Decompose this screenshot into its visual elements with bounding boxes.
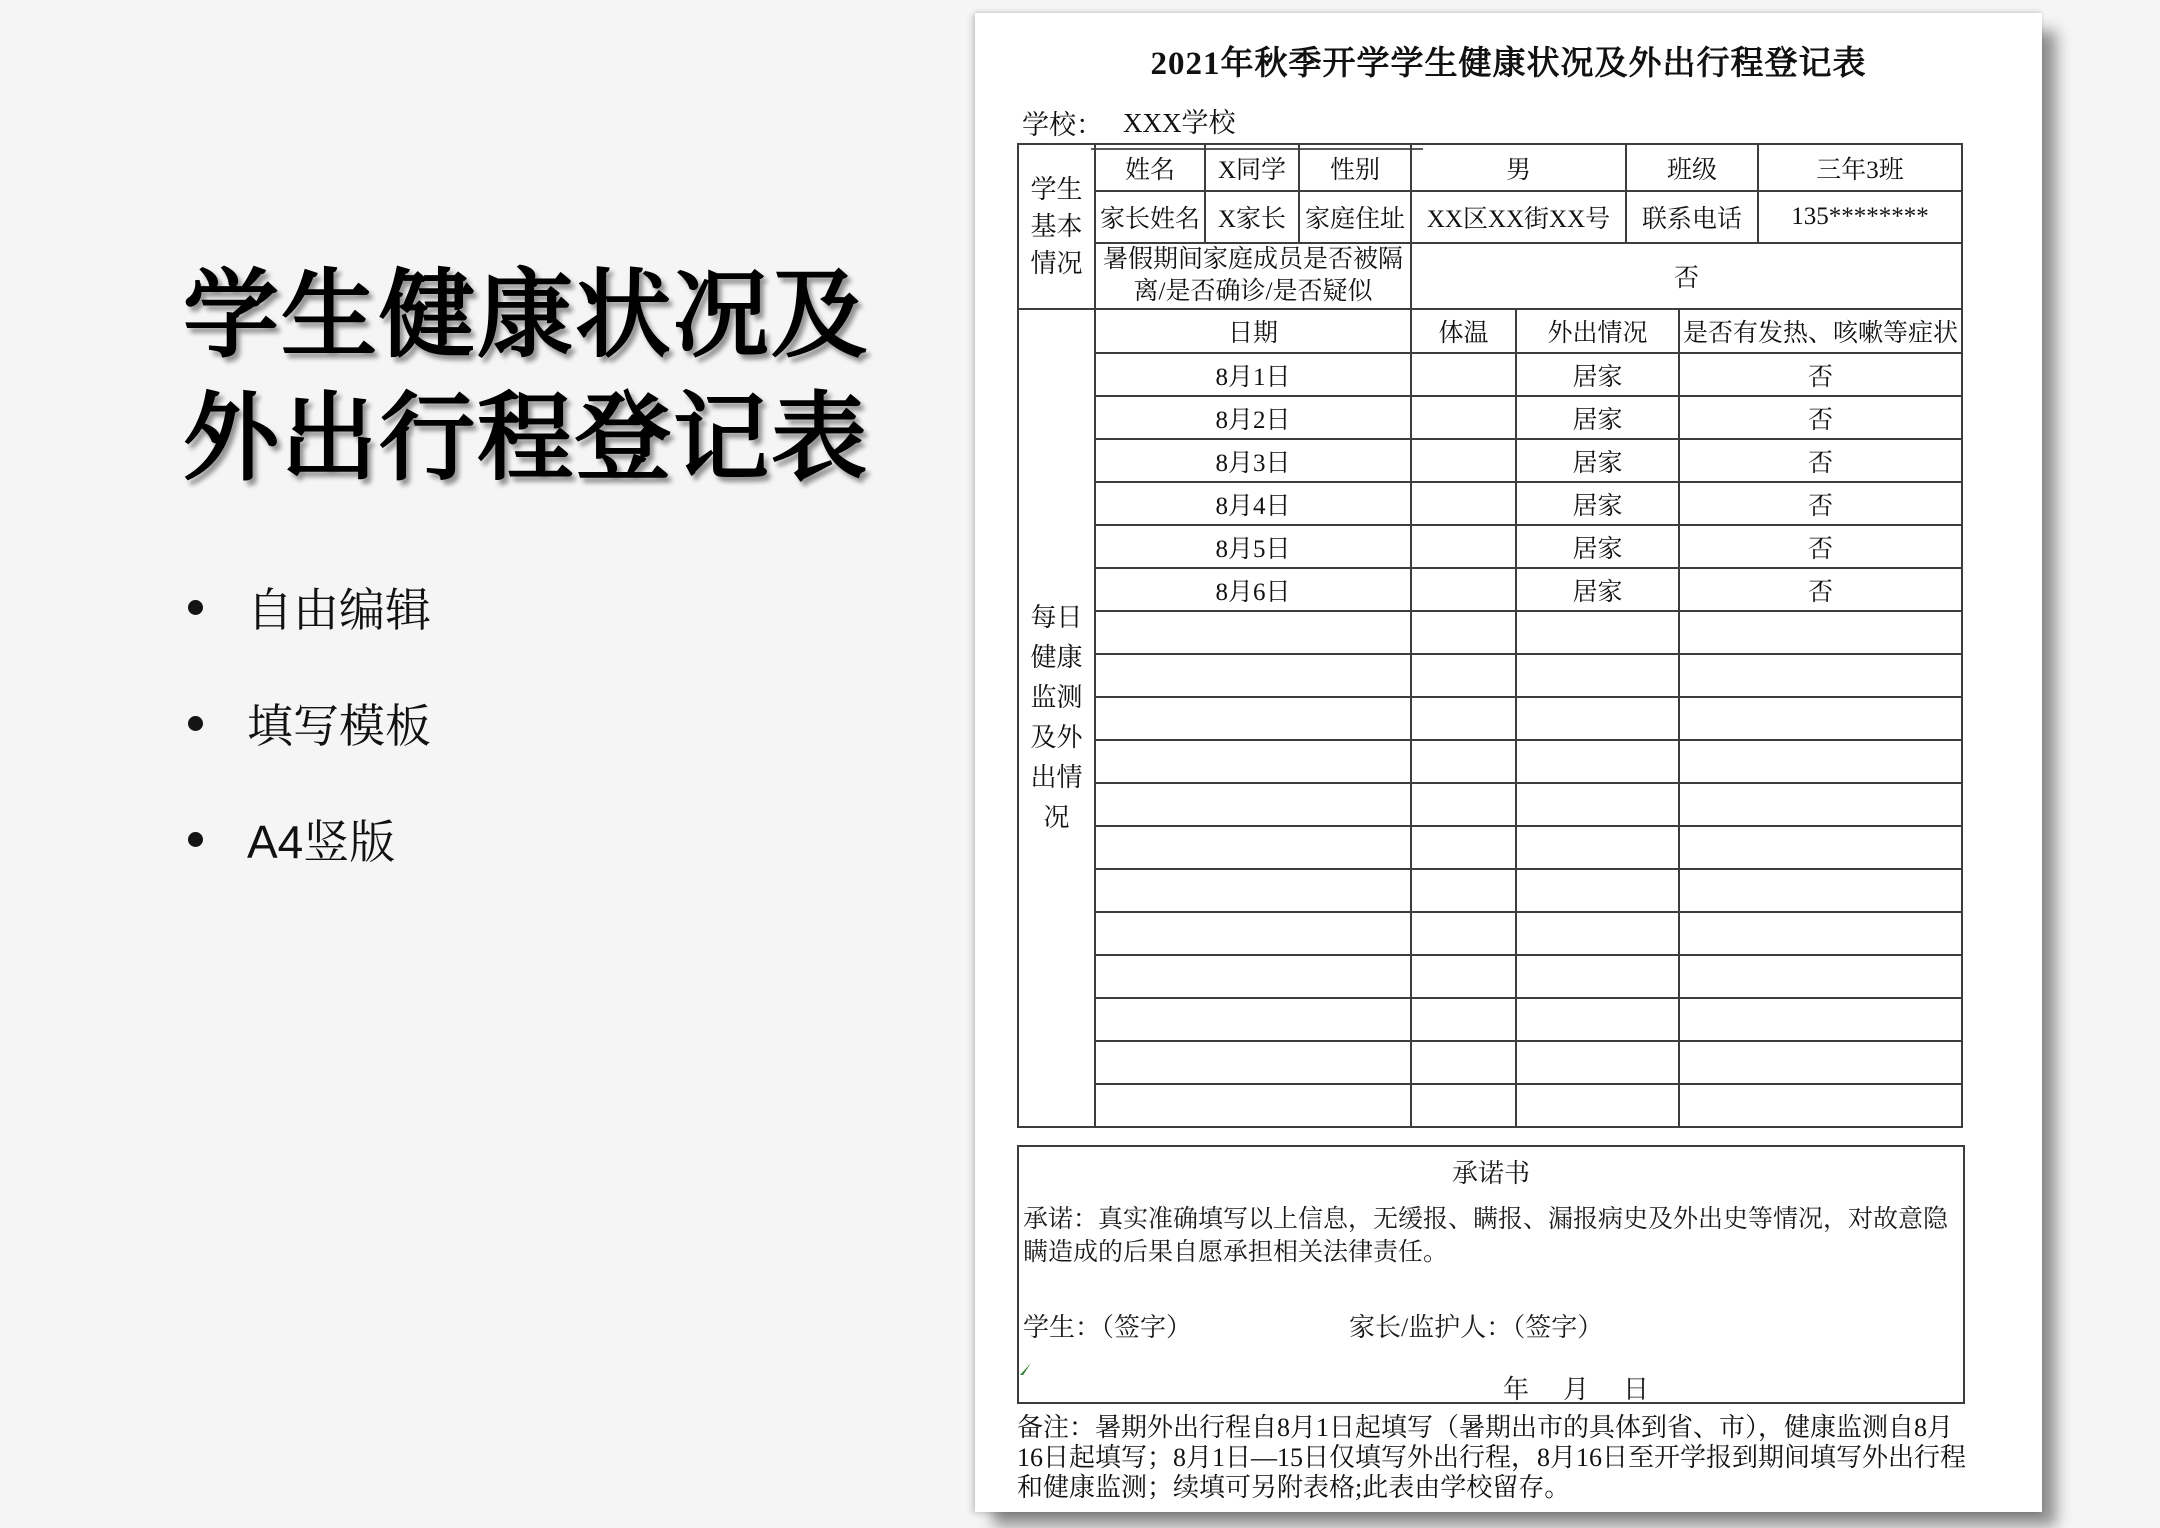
symptom-cell xyxy=(1679,826,1962,869)
temp-cell xyxy=(1411,955,1516,998)
date-cell: 8月5日 xyxy=(1095,525,1411,568)
temp-cell xyxy=(1411,998,1516,1041)
document-title: 2021年秋季开学学生健康状况及外出行程登记表 xyxy=(1150,46,1867,82)
outing-cell: 居家 xyxy=(1516,353,1679,396)
outing-cell: 居家 xyxy=(1516,525,1679,568)
date-cell xyxy=(1095,740,1411,783)
table-row xyxy=(1018,1041,1962,1084)
temp-cell xyxy=(1411,611,1516,654)
outing-cell xyxy=(1516,783,1679,826)
table-row xyxy=(1018,826,1962,869)
phone-label-cell: 联系电话 xyxy=(1626,191,1758,243)
temp-cell xyxy=(1411,353,1516,396)
commitment-title: 承诺书 xyxy=(1451,1159,1530,1188)
date-cell xyxy=(1095,955,1411,998)
bullet-icon xyxy=(188,600,203,615)
table-row xyxy=(1018,482,1962,525)
symptom-cell xyxy=(1679,1041,1962,1084)
date-cell: 8月4日 xyxy=(1095,482,1411,525)
outing-cell xyxy=(1516,869,1679,912)
name-label-cell: 姓名 xyxy=(1095,144,1205,191)
guardian-signature-label: 家长/监护人：（签字） xyxy=(1349,1313,1604,1342)
outing-cell xyxy=(1516,1084,1679,1127)
temp-cell xyxy=(1411,697,1516,740)
section-label-daily-cell xyxy=(1018,309,1095,1127)
outing-cell: 居家 xyxy=(1516,568,1679,611)
symptom-cell xyxy=(1679,912,1962,955)
temp-cell xyxy=(1411,482,1516,525)
date-cell xyxy=(1095,826,1411,869)
school-value: XXX学校 xyxy=(1091,101,1423,150)
outing-cell xyxy=(1516,654,1679,697)
feature-bullet-list xyxy=(188,583,431,931)
symptom-cell: 否 xyxy=(1679,353,1962,396)
list-item xyxy=(188,699,431,752)
symptom-cell: 否 xyxy=(1679,568,1962,611)
symptom-cell xyxy=(1679,1084,1962,1127)
symptom-cell xyxy=(1679,740,1962,783)
outing-cell xyxy=(1516,740,1679,783)
page-title-line1: 学生健康状况及 xyxy=(183,262,869,369)
address-label-cell: 家庭住址 xyxy=(1299,191,1411,243)
date-cell xyxy=(1095,912,1411,955)
date-cell: 8月3日 xyxy=(1095,439,1411,482)
symptom-cell xyxy=(1679,869,1962,912)
table-row xyxy=(1018,396,1962,439)
outing-cell xyxy=(1516,1041,1679,1084)
temp-cell xyxy=(1411,869,1516,912)
header-outing-cell: 外出情况 xyxy=(1516,309,1679,353)
table-row xyxy=(1018,439,1962,482)
table-row xyxy=(1018,144,1962,191)
table-row xyxy=(1018,611,1962,654)
footnote: 备注：暑期外出行程自8月1日起填写（暑期出市的具体到省、市），健康监测自8月16日起填写；8月1日—15日仅填写外出行程，8月16日至开学报到期间填写外出行程和健康监测；续填可另附表格;此表由学校留存。 xyxy=(1017,1413,1967,1502)
table-row xyxy=(1018,525,1962,568)
symptom-cell: 否 xyxy=(1679,525,1962,568)
table-row xyxy=(1018,783,1962,826)
address-value-cell: XX区XX街XX号 xyxy=(1411,191,1626,243)
temp-cell xyxy=(1411,912,1516,955)
outing-cell xyxy=(1516,998,1679,1041)
symptom-cell xyxy=(1679,998,1962,1041)
parent-name-label-cell: 家长姓名 xyxy=(1095,191,1205,243)
table-row xyxy=(1018,869,1962,912)
outing-cell: 居家 xyxy=(1516,396,1679,439)
temp-cell xyxy=(1411,525,1516,568)
outing-cell xyxy=(1516,826,1679,869)
symptom-cell xyxy=(1679,955,1962,998)
bullet-icon xyxy=(188,832,203,847)
parent-name-value-cell: X家长 xyxy=(1205,191,1299,243)
bullet-label: 填写模板 xyxy=(247,700,431,752)
header-symptom-cell: 是否有发热、咳嗽等症状 xyxy=(1679,309,1962,353)
school-label: 学校： xyxy=(1022,110,1103,140)
bullet-label: 自由编辑 xyxy=(247,584,431,636)
table-row xyxy=(1018,309,1962,353)
section-label-basic: 学生基本情况 xyxy=(1030,175,1083,278)
temp-cell xyxy=(1411,826,1516,869)
document-page xyxy=(975,13,2042,1512)
green-marker-icon xyxy=(1020,1363,1031,1375)
date-cell: 8月2日 xyxy=(1095,396,1411,439)
symptom-cell xyxy=(1679,697,1962,740)
date-cell xyxy=(1095,998,1411,1041)
student-signature-label: 学生：（签字） xyxy=(1023,1313,1193,1342)
table-row xyxy=(1018,912,1962,955)
gender-label-cell: 性别 xyxy=(1299,144,1411,191)
date-blank-line: 年 月 日 xyxy=(1503,1375,1654,1404)
commitment-body: 承诺：真实准确填写以上信息，无缓报、瞒报、漏报病史及外出史等情况，对故意隐瞒造成的后果自愿承担相关法律责任。 xyxy=(1023,1206,1949,1266)
page-title xyxy=(183,254,943,500)
date-cell xyxy=(1095,697,1411,740)
phone-value-cell: 135******** xyxy=(1758,191,1962,243)
symptom-cell: 否 xyxy=(1679,439,1962,482)
table-row xyxy=(1018,353,1962,396)
section-label-daily: 每日健康监测及外出情况 xyxy=(1030,603,1083,832)
table-row xyxy=(1018,191,1962,243)
temp-cell xyxy=(1411,783,1516,826)
table-row xyxy=(1018,243,1962,309)
registration-table xyxy=(1017,143,1963,1128)
outing-cell xyxy=(1516,611,1679,654)
date-cell: 8月1日 xyxy=(1095,353,1411,396)
class-label-cell: 班级 xyxy=(1626,144,1758,191)
date-cell xyxy=(1095,869,1411,912)
symptom-cell xyxy=(1679,611,1962,654)
symptom-cell: 否 xyxy=(1679,482,1962,525)
class-value-cell: 三年3班 xyxy=(1758,144,1962,191)
temp-cell xyxy=(1411,654,1516,697)
date-cell xyxy=(1095,1084,1411,1127)
date-cell xyxy=(1095,611,1411,654)
section-label-basic-cell xyxy=(1018,144,1095,309)
temp-cell xyxy=(1411,1084,1516,1127)
temp-cell xyxy=(1411,568,1516,611)
symptom-cell xyxy=(1679,654,1962,697)
date-cell xyxy=(1095,1041,1411,1084)
page-title-line2: 外出行程登记表 xyxy=(183,385,869,492)
table-row xyxy=(1018,654,1962,697)
table-row xyxy=(1018,955,1962,998)
temp-cell xyxy=(1411,396,1516,439)
outing-cell: 居家 xyxy=(1516,482,1679,525)
table-row xyxy=(1018,568,1962,611)
table-row xyxy=(1018,740,1962,783)
quarantine-answer-cell: 否 xyxy=(1411,243,1962,309)
outing-cell xyxy=(1516,912,1679,955)
list-item xyxy=(188,815,431,868)
gender-value-cell: 男 xyxy=(1411,144,1626,191)
symptom-cell xyxy=(1679,783,1962,826)
date-cell xyxy=(1095,783,1411,826)
header-temp-cell: 体温 xyxy=(1411,309,1516,353)
commitment-section xyxy=(1017,1145,1965,1404)
bullet-icon xyxy=(188,716,203,731)
table-row xyxy=(1018,1084,1962,1127)
outing-cell: 居家 xyxy=(1516,439,1679,482)
symptom-cell: 否 xyxy=(1679,396,1962,439)
temp-cell xyxy=(1411,1041,1516,1084)
bullet-label: A4竖版 xyxy=(247,816,396,868)
table-row xyxy=(1018,998,1962,1041)
date-cell xyxy=(1095,654,1411,697)
outing-cell xyxy=(1516,697,1679,740)
temp-cell xyxy=(1411,740,1516,783)
outing-cell xyxy=(1516,955,1679,998)
temp-cell xyxy=(1411,439,1516,482)
table-row xyxy=(1018,697,1962,740)
quarantine-question-cell: 暑假期间家庭成员是否被隔离/是否确诊/是否疑似 xyxy=(1095,243,1411,309)
date-cell: 8月6日 xyxy=(1095,568,1411,611)
list-item xyxy=(188,583,431,636)
header-date-cell: 日期 xyxy=(1095,309,1411,353)
name-value-cell: X同学 xyxy=(1205,144,1299,191)
